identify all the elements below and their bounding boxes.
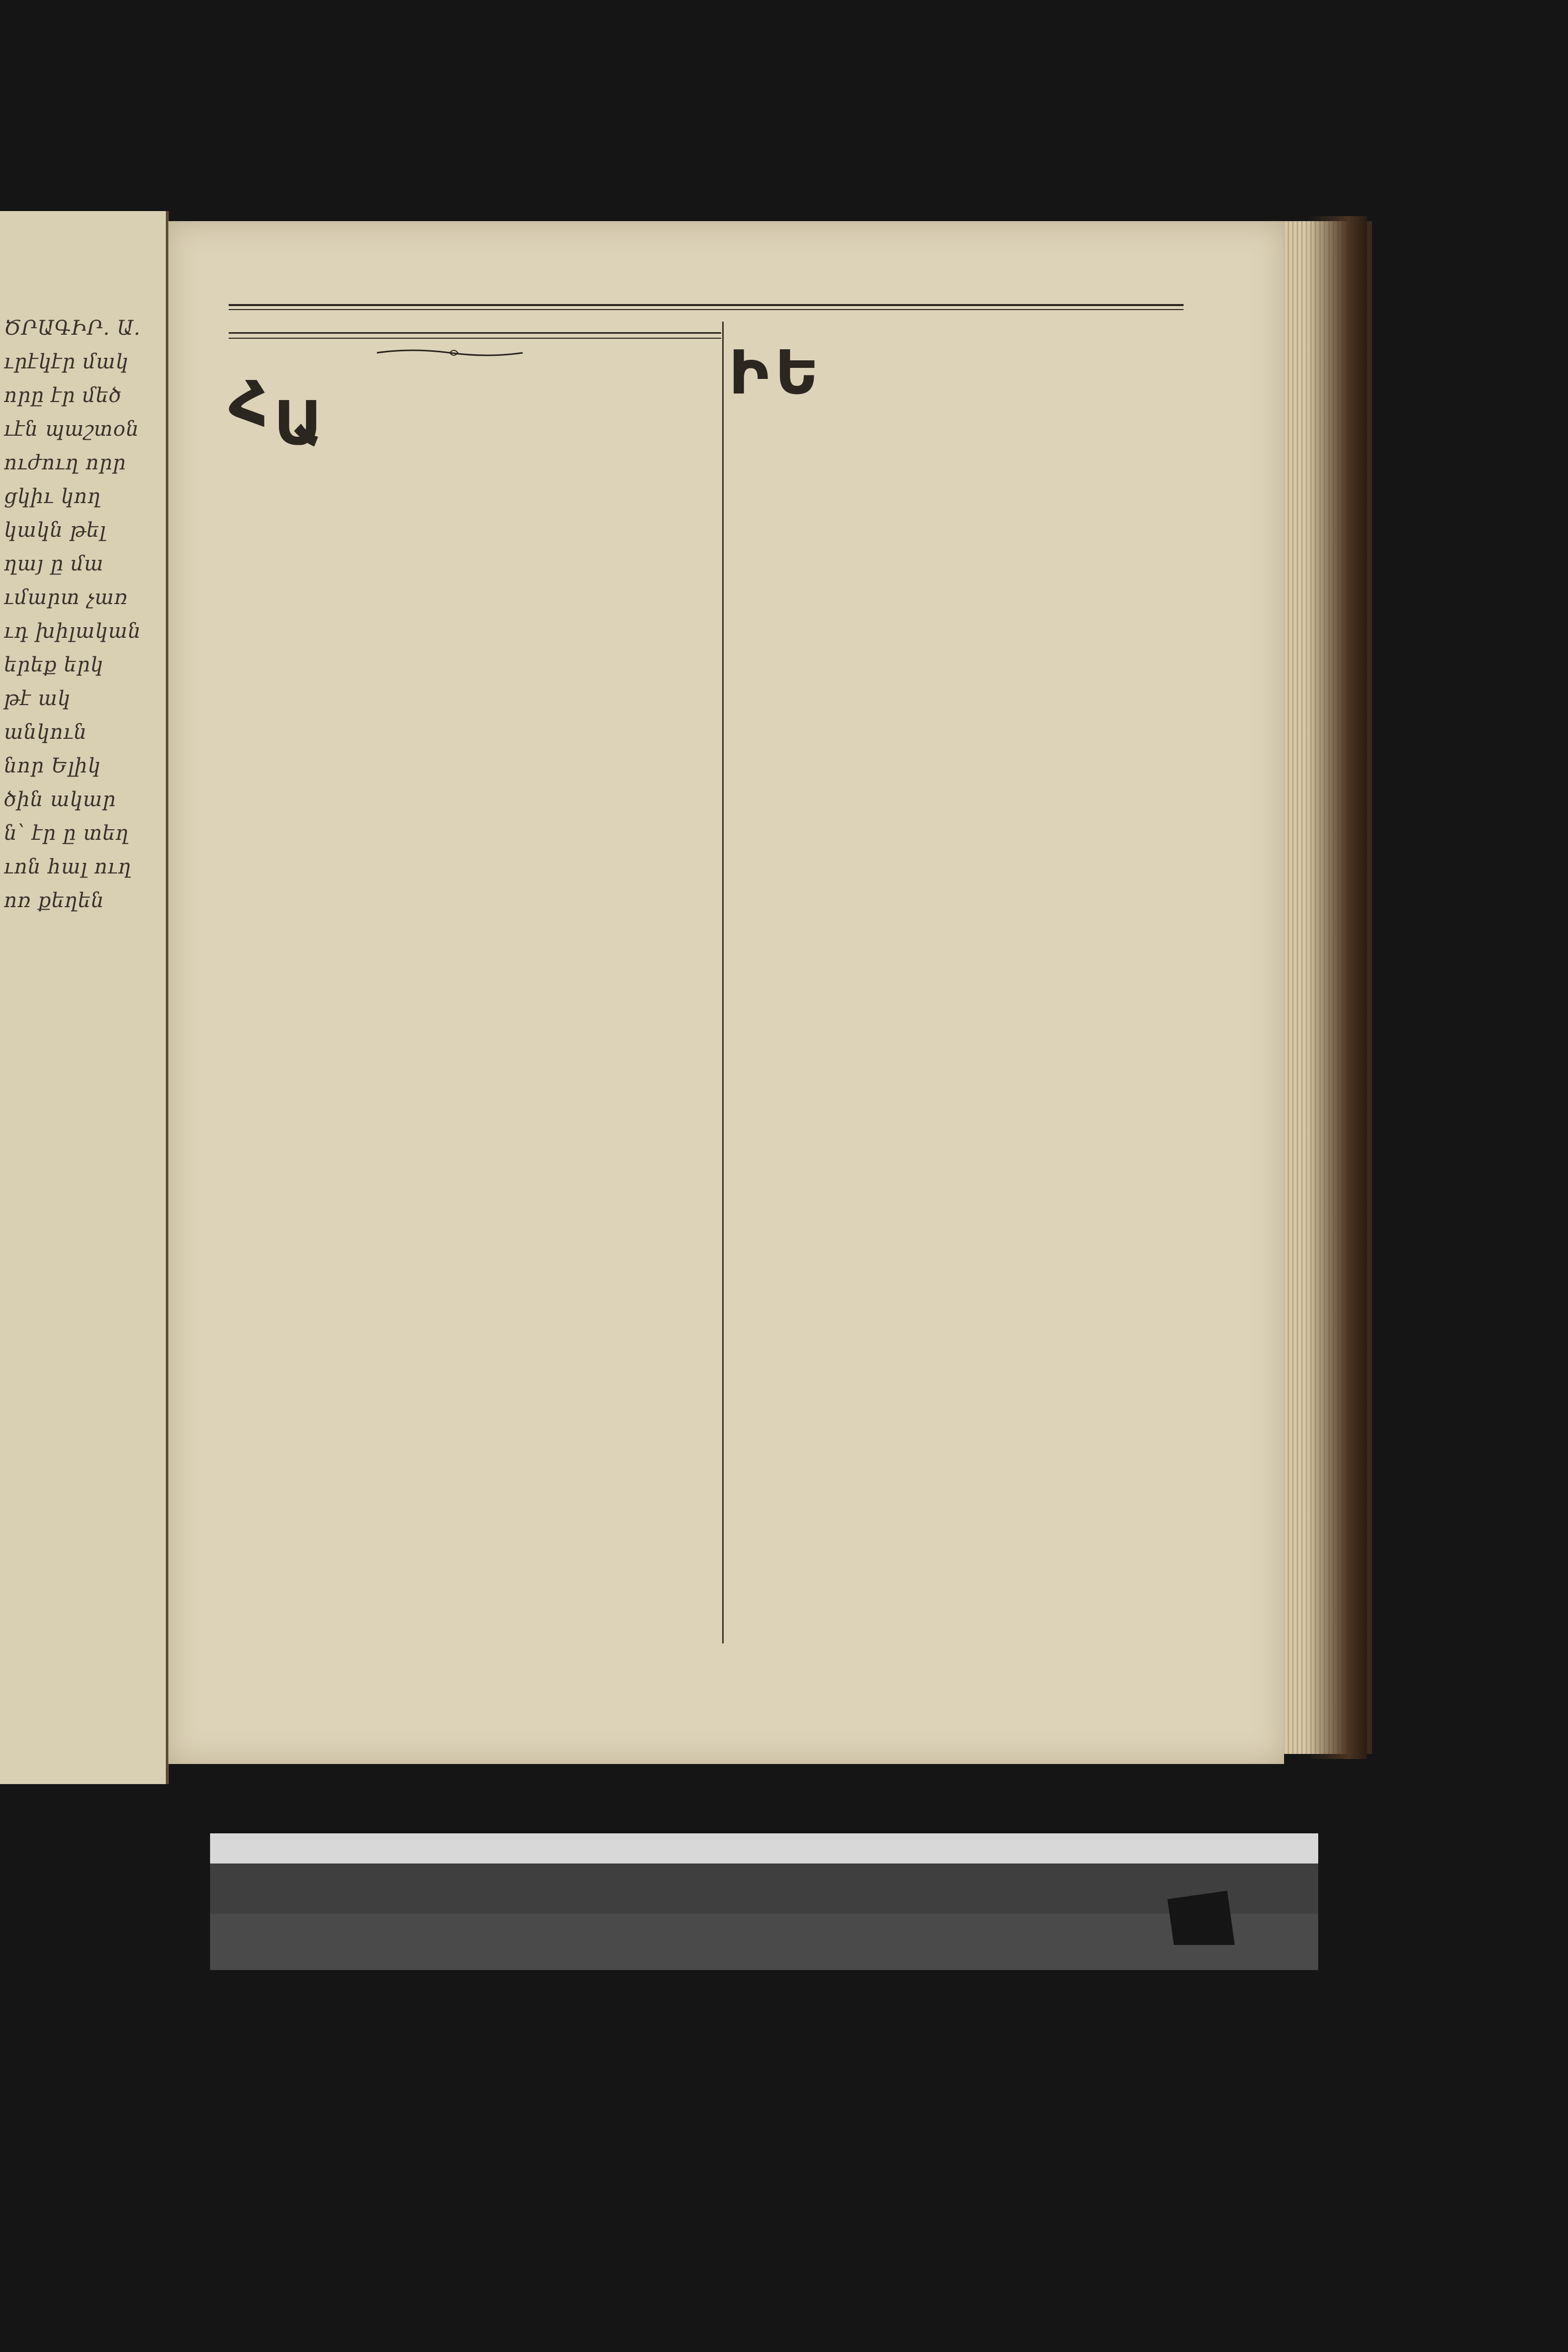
- inch-scale: [210, 1833, 1318, 1864]
- header-rule: [229, 304, 1184, 310]
- book-page: [168, 221, 1284, 1764]
- running-header: [224, 254, 1229, 299]
- left-page-fragment-text: ԾՐԱԳԻՐ. Ա. ւրէկէր մակ որը էր մեծ ւէն պաշտօն ուժուղ որր ցկիւ կող կակն թել ղայ ը մա ւմարտ չառ ւդ խիլական երեք երկ թէ ակ անկուն նոր Ելիկ ծին ակար ն՝ էր ը տեղ ւոն հալ ուղ ոռ քեղեն: [4, 317, 141, 912]
- centimetre-scale: [210, 1864, 1318, 1914]
- danes-picta-logo: [1167, 1891, 1235, 1954]
- column-divider: [722, 322, 724, 1643]
- colour-labels: [210, 1945, 1318, 1970]
- book-cover: [1307, 216, 1367, 1759]
- drop-cap: Ե: [774, 338, 819, 408]
- colour-swatches: [210, 1969, 1318, 2165]
- drop-cap: Հ: [229, 368, 268, 439]
- right-column: [729, 324, 1184, 408]
- flourish-ornament: [374, 347, 525, 359]
- left-page: [0, 211, 169, 1784]
- drop-cap: Ա: [274, 388, 323, 459]
- drop-cap: Ի: [729, 338, 769, 408]
- section-rule: [229, 332, 721, 339]
- left-column: [229, 324, 721, 459]
